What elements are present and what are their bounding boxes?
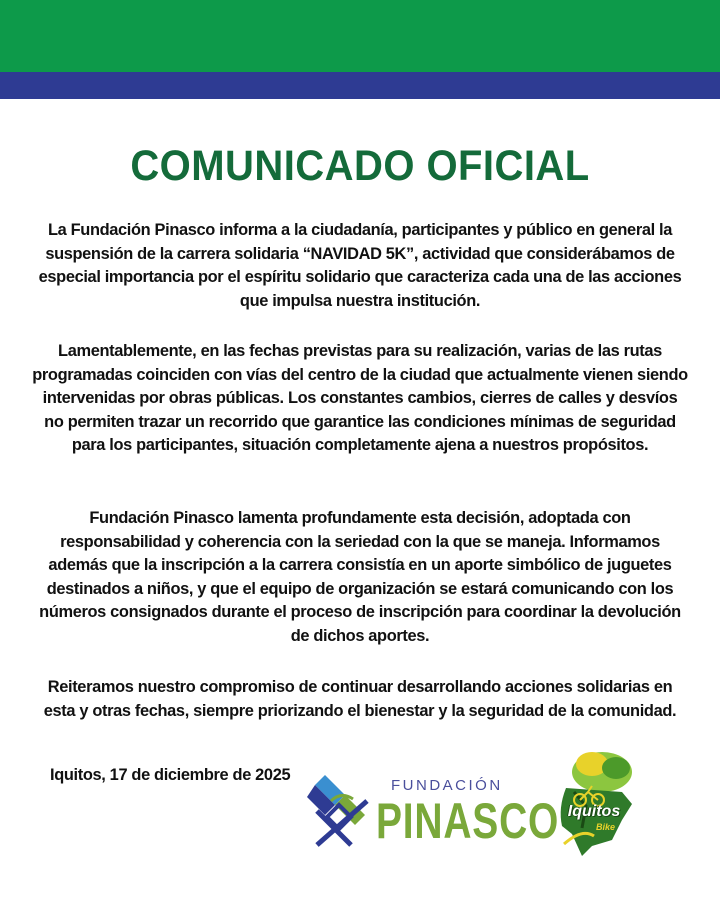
paragraph-4: Reiteramos nuestro compromiso de continuar desarrollando acciones solidarias en esta y otras fechas, siempre priorizando el bienestar y la seguridad de la comunidad. [43, 678, 677, 720]
fundacion-pinasco-emblem-icon [307, 771, 375, 847]
paragraph-2: Lamentablemente, en las fechas previstas para su realización, varias de las rutas programadas coinciden con vías del centro de la ciudad que actualmente vienen siendo intervenidas por obras públicas. Los constantes cambios, cierres de calles y desvíos no permiten trazar un recorrido que garantice las condiciones mínimas de seguridad para los participantes, situación completamente ajena a nuestros propósitos. [32, 342, 688, 454]
header-blue-band [0, 72, 720, 99]
fundacion-label: FUNDACIÓN [391, 777, 503, 794]
bike-logo-title: Iquitos [567, 803, 621, 820]
paragraph-3: Fundación Pinasco lamenta profundamente esta decisión, adoptada con responsabilidad y coherencia con la seriedad con la que se maneja. Informamos además que la inscripción a la carrera consistía en un aporte simbólico de juguetes destinados a niños, y que el equipo de organización se estará comunicando con los números consignados durante el proceso de inscripción para coordinar la devolución de dichos aportes. [39, 509, 681, 645]
header-green-band [0, 0, 720, 72]
bike-logo-sub: Bike [596, 822, 616, 832]
page-title: COMUNICADO OFICIAL [130, 142, 590, 190]
fundacion-name: PINASCO [376, 793, 560, 849]
paragraph-1: La Fundación Pinasco informa a la ciudadanía, participantes y público en general la suspensión de la carrera solidaria “NAVIDAD 5K”, actividad que considerábamos de especial importancia por el espíritu solidario que caracteriza cada una de las acciones que impulsa nuestra institución. [38, 221, 682, 310]
date-line: Iquitos, 17 de diciembre de 2025 [50, 766, 291, 784]
